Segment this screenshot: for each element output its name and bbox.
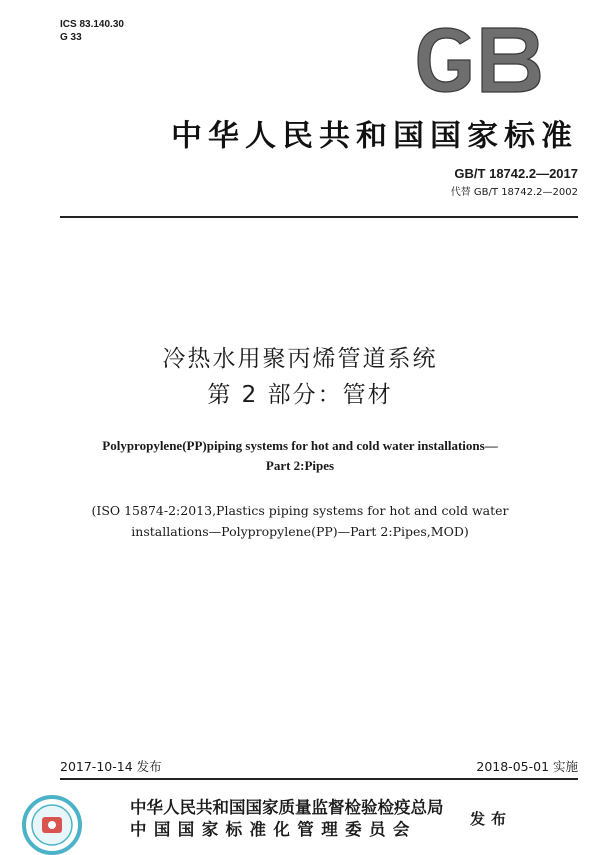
english-title-line2: Part 2:Pipes <box>265 458 335 473</box>
ccs-code: G 33 <box>60 32 82 43</box>
publication-date: 2017-10-14 发布 <box>60 759 162 774</box>
iso-reference-line2: installations—Polypropylene(PP)—Part 2:Pipes,MOD) <box>131 524 469 539</box>
chinese-title <box>0 341 600 413</box>
iso-reference <box>40 500 560 542</box>
issuer-sac: 中国国家标准化管理委员会 <box>130 820 417 839</box>
implementation-date: 2018-05-01 实施 <box>476 759 578 774</box>
chinese-title-line2: 第 2 部分：管材 <box>207 382 393 408</box>
issuing-authorities <box>130 797 444 841</box>
chinese-title-line1: 冷热水用聚丙烯管道系统 <box>162 346 438 372</box>
english-title <box>40 436 560 476</box>
standard-category-title: 中华人民共和国国家标准 <box>171 118 578 153</box>
gb-logo <box>412 24 544 96</box>
top-divider <box>60 216 578 218</box>
issuer-aqsiq: 中华人民共和国国家质量监督检验检疫总局 <box>130 798 444 817</box>
iso-reference-line1: (ISO 15874-2:2013,Plastics piping systems for hot and cold water <box>91 503 509 518</box>
english-title-line1: Polypropylene(PP)piping systems for hot and cold water installations— <box>102 438 498 453</box>
standard-number: GB/T 18742.2—2017 <box>454 166 578 181</box>
bottom-divider <box>60 778 578 780</box>
ics-code: ICS 83.140.30 <box>60 19 124 30</box>
ics-code-block <box>60 18 124 44</box>
replaces-standard: 代替 GB/T 18742.2—2002 <box>450 187 578 198</box>
certification-seal-icon <box>22 795 82 855</box>
issued-label: 发布 <box>470 810 513 828</box>
